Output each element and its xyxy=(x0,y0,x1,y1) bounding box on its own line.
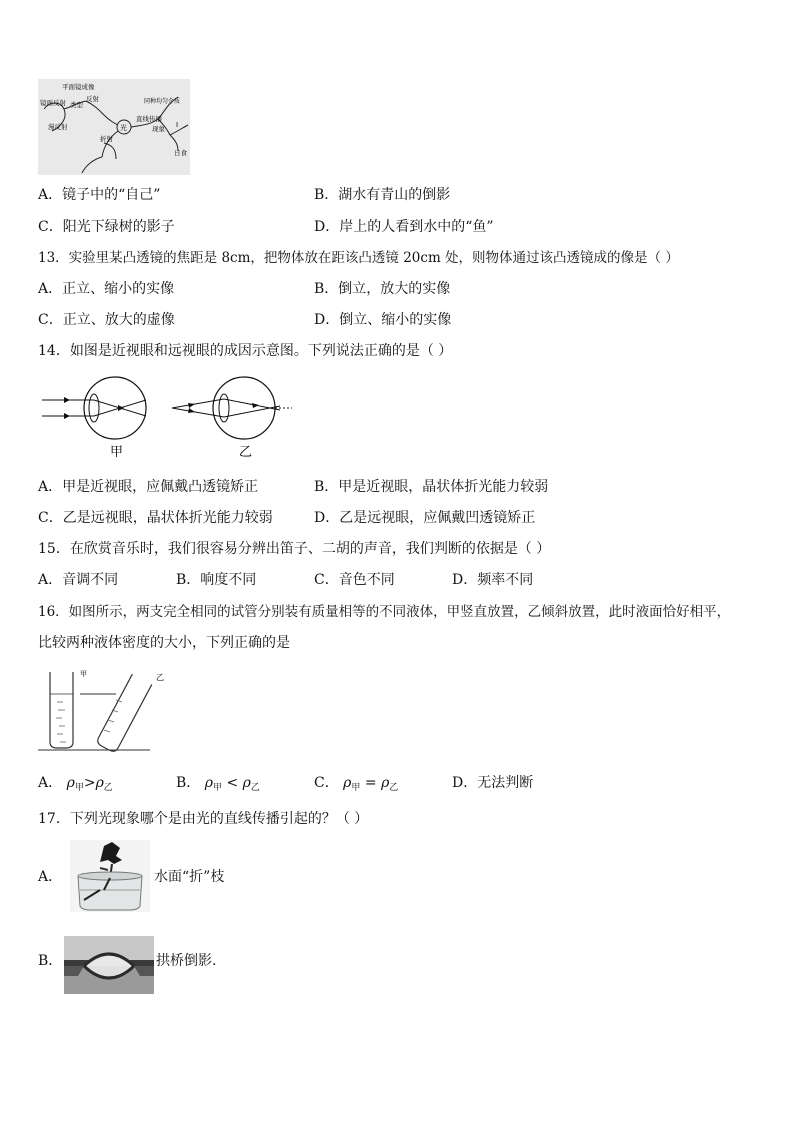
map-label-reflection: 反射 xyxy=(86,95,99,103)
option-letter: C． xyxy=(314,775,339,791)
map-label-light: 光 xyxy=(120,124,127,132)
q17-stem: 17．下列光现象哪个是由光的直线传播引起的？（ ） xyxy=(38,811,369,827)
q16-stem-line1: 16．如图所示，两支完全相同的试管分别装有质量相等的不同液体，甲竖直放置，乙倾斜放置，此时液面恰好相平， xyxy=(38,604,731,620)
subscript-yi: 乙 xyxy=(103,783,113,793)
eyeball-left-icon xyxy=(84,377,146,439)
q15-option-b[interactable] xyxy=(176,571,256,589)
option-letter: A． xyxy=(38,572,63,588)
rho-symbol: ρ xyxy=(381,775,390,791)
option-letter: B． xyxy=(314,187,339,203)
test-tube-figure xyxy=(38,664,174,756)
q17-option-a-text[interactable]: 水面“折”枝 xyxy=(154,869,225,885)
option-text: 音色不同 xyxy=(338,572,395,588)
option-letter: D． xyxy=(452,572,478,588)
subscript-jia: 甲 xyxy=(351,783,361,793)
map-label-diffuse: 漫反射 xyxy=(48,123,68,131)
option-text: 正立、放大的虚像 xyxy=(62,312,175,328)
q12-option-b[interactable] xyxy=(314,186,450,204)
option-letter: C． xyxy=(38,312,63,328)
option-letter: A． xyxy=(38,281,63,297)
lens-right-icon xyxy=(219,394,229,422)
subscript-jia: 甲 xyxy=(212,783,222,793)
map-label-condition: 同种均匀介质 xyxy=(144,98,181,105)
q12-option-d[interactable] xyxy=(314,218,494,236)
q14-option-b[interactable] xyxy=(314,478,548,496)
q15-option-c[interactable] xyxy=(314,571,395,589)
option-letter: A． xyxy=(38,775,63,791)
q14-option-c[interactable] xyxy=(38,509,273,527)
subscript-jia: 甲 xyxy=(74,783,84,793)
option-letter: C． xyxy=(38,219,63,235)
q15-option-d[interactable] xyxy=(452,571,533,589)
test-tube-slanted-icon xyxy=(96,674,152,753)
relation-operator: < xyxy=(226,775,239,791)
option-text: 甲是近视眼，应佩戴凸透镜矫正 xyxy=(62,479,259,495)
bent-stem-photo xyxy=(70,840,150,912)
map-label-mirror-reflection: 镜面反射 xyxy=(40,99,66,107)
rho-symbol: ρ xyxy=(242,775,251,791)
q13-stem: 13．实验里某凸透镜的焦距是 8cm，把物体放在距该凸透镜 20cm 处，则物体通过该凸透镜成的像是（ ） xyxy=(38,250,679,266)
option-text: 阳光下绿树的影子 xyxy=(62,219,175,235)
option-letter: C． xyxy=(38,510,63,526)
option-text: 乙是远视眼，晶状体折光能力较弱 xyxy=(62,510,273,526)
map-label-mark: Ⅰ xyxy=(176,121,179,129)
option-text: 乙是远视眼，应佩戴凹透镜矫正 xyxy=(339,510,536,526)
option-text: 甲是近视眼，晶状体折光能力较弱 xyxy=(338,479,549,495)
map-label-phenomena: 现象 xyxy=(152,125,165,133)
option-text: 湖水有青山的倒影 xyxy=(338,187,451,203)
q16-option-a[interactable] xyxy=(38,774,113,797)
map-label-eclipse: 日食 xyxy=(174,149,187,157)
option-letter: B． xyxy=(176,775,201,791)
map-label-types: 类型 xyxy=(70,101,83,109)
q13-option-b[interactable] xyxy=(314,280,450,298)
option-letter: A． xyxy=(38,187,63,203)
tube-label-left: 甲 xyxy=(80,670,87,678)
q15-option-a[interactable] xyxy=(38,571,118,589)
rho-symbol: ρ xyxy=(95,775,104,791)
q17-option-b-text[interactable]: 拱桥倒影. xyxy=(156,953,217,969)
lens-left-icon xyxy=(89,394,99,422)
rho-symbol: ρ xyxy=(204,775,213,791)
option-letter: C． xyxy=(314,572,339,588)
subscript-yi: 乙 xyxy=(389,783,399,793)
option-text: 镜子中的“自己” xyxy=(62,187,161,203)
eye-caption-left: 甲 xyxy=(110,445,124,460)
option-text: 正立、缩小的实像 xyxy=(62,281,175,297)
rho-symbol: ρ xyxy=(66,775,75,791)
rho-symbol: ρ xyxy=(343,775,352,791)
option-letter: D． xyxy=(452,775,478,791)
option-text: 倒立、缩小的实像 xyxy=(339,312,452,328)
option-text: 频率不同 xyxy=(477,572,534,588)
relation-operator: > xyxy=(83,775,96,791)
q14-option-d[interactable] xyxy=(314,509,535,527)
q12-option-c[interactable] xyxy=(38,218,175,236)
q13-option-c[interactable] xyxy=(38,311,175,329)
map-label-refraction: 折射 xyxy=(100,135,113,143)
q13-option-a[interactable] xyxy=(38,280,174,298)
relation-operator: = xyxy=(364,775,377,791)
q14-stem: 14．如图是近视眼和远视眼的成因示意图。下列说法正确的是（ ） xyxy=(38,343,453,359)
option-letter: B． xyxy=(314,479,339,495)
concept-map-figure xyxy=(38,79,190,175)
option-letter: D． xyxy=(314,510,340,526)
option-letter: D． xyxy=(314,219,340,235)
q16-stem-line2: 比较两种液体密度的大小，下列正确的是 xyxy=(38,635,290,651)
subscript-yi: 乙 xyxy=(250,783,260,793)
map-label-straight: 直线传播 xyxy=(136,115,162,123)
option-text: 响度不同 xyxy=(200,572,257,588)
q16-option-b[interactable] xyxy=(176,774,260,797)
arch-bridge-photo xyxy=(64,936,154,994)
option-text: 倒立，放大的实像 xyxy=(338,281,451,297)
option-text: 岸上的人看到水中的“鱼” xyxy=(339,219,494,235)
eye-caption-right: 乙 xyxy=(239,445,253,460)
q16-option-d[interactable] xyxy=(452,774,533,792)
q13-option-d[interactable] xyxy=(314,311,451,329)
eye-diagram-figure xyxy=(38,370,298,462)
option-letter: B． xyxy=(314,281,339,297)
option-letter: B． xyxy=(176,572,201,588)
q17-option-b-letter[interactable]: B． xyxy=(38,953,63,969)
option-letter: A． xyxy=(38,479,63,495)
q15-stem: 15．在欣赏音乐时，我们很容易分辨出笛子、二胡的声音，我们判断的依据是（ ） xyxy=(38,541,551,557)
option-text: 无法判断 xyxy=(477,775,534,791)
eyeball-right-icon xyxy=(213,377,275,439)
q17-option-a-letter[interactable]: A． xyxy=(38,869,63,885)
option-letter: D． xyxy=(314,312,340,328)
map-label-mirror-imaging: 平面镜成像 xyxy=(62,83,95,91)
option-text: 音调不同 xyxy=(62,572,119,588)
q12-option-a[interactable] xyxy=(38,186,160,204)
tube-label-right: 乙 xyxy=(156,673,164,682)
q16-option-c[interactable] xyxy=(314,774,398,797)
q14-option-a[interactable] xyxy=(38,478,258,496)
